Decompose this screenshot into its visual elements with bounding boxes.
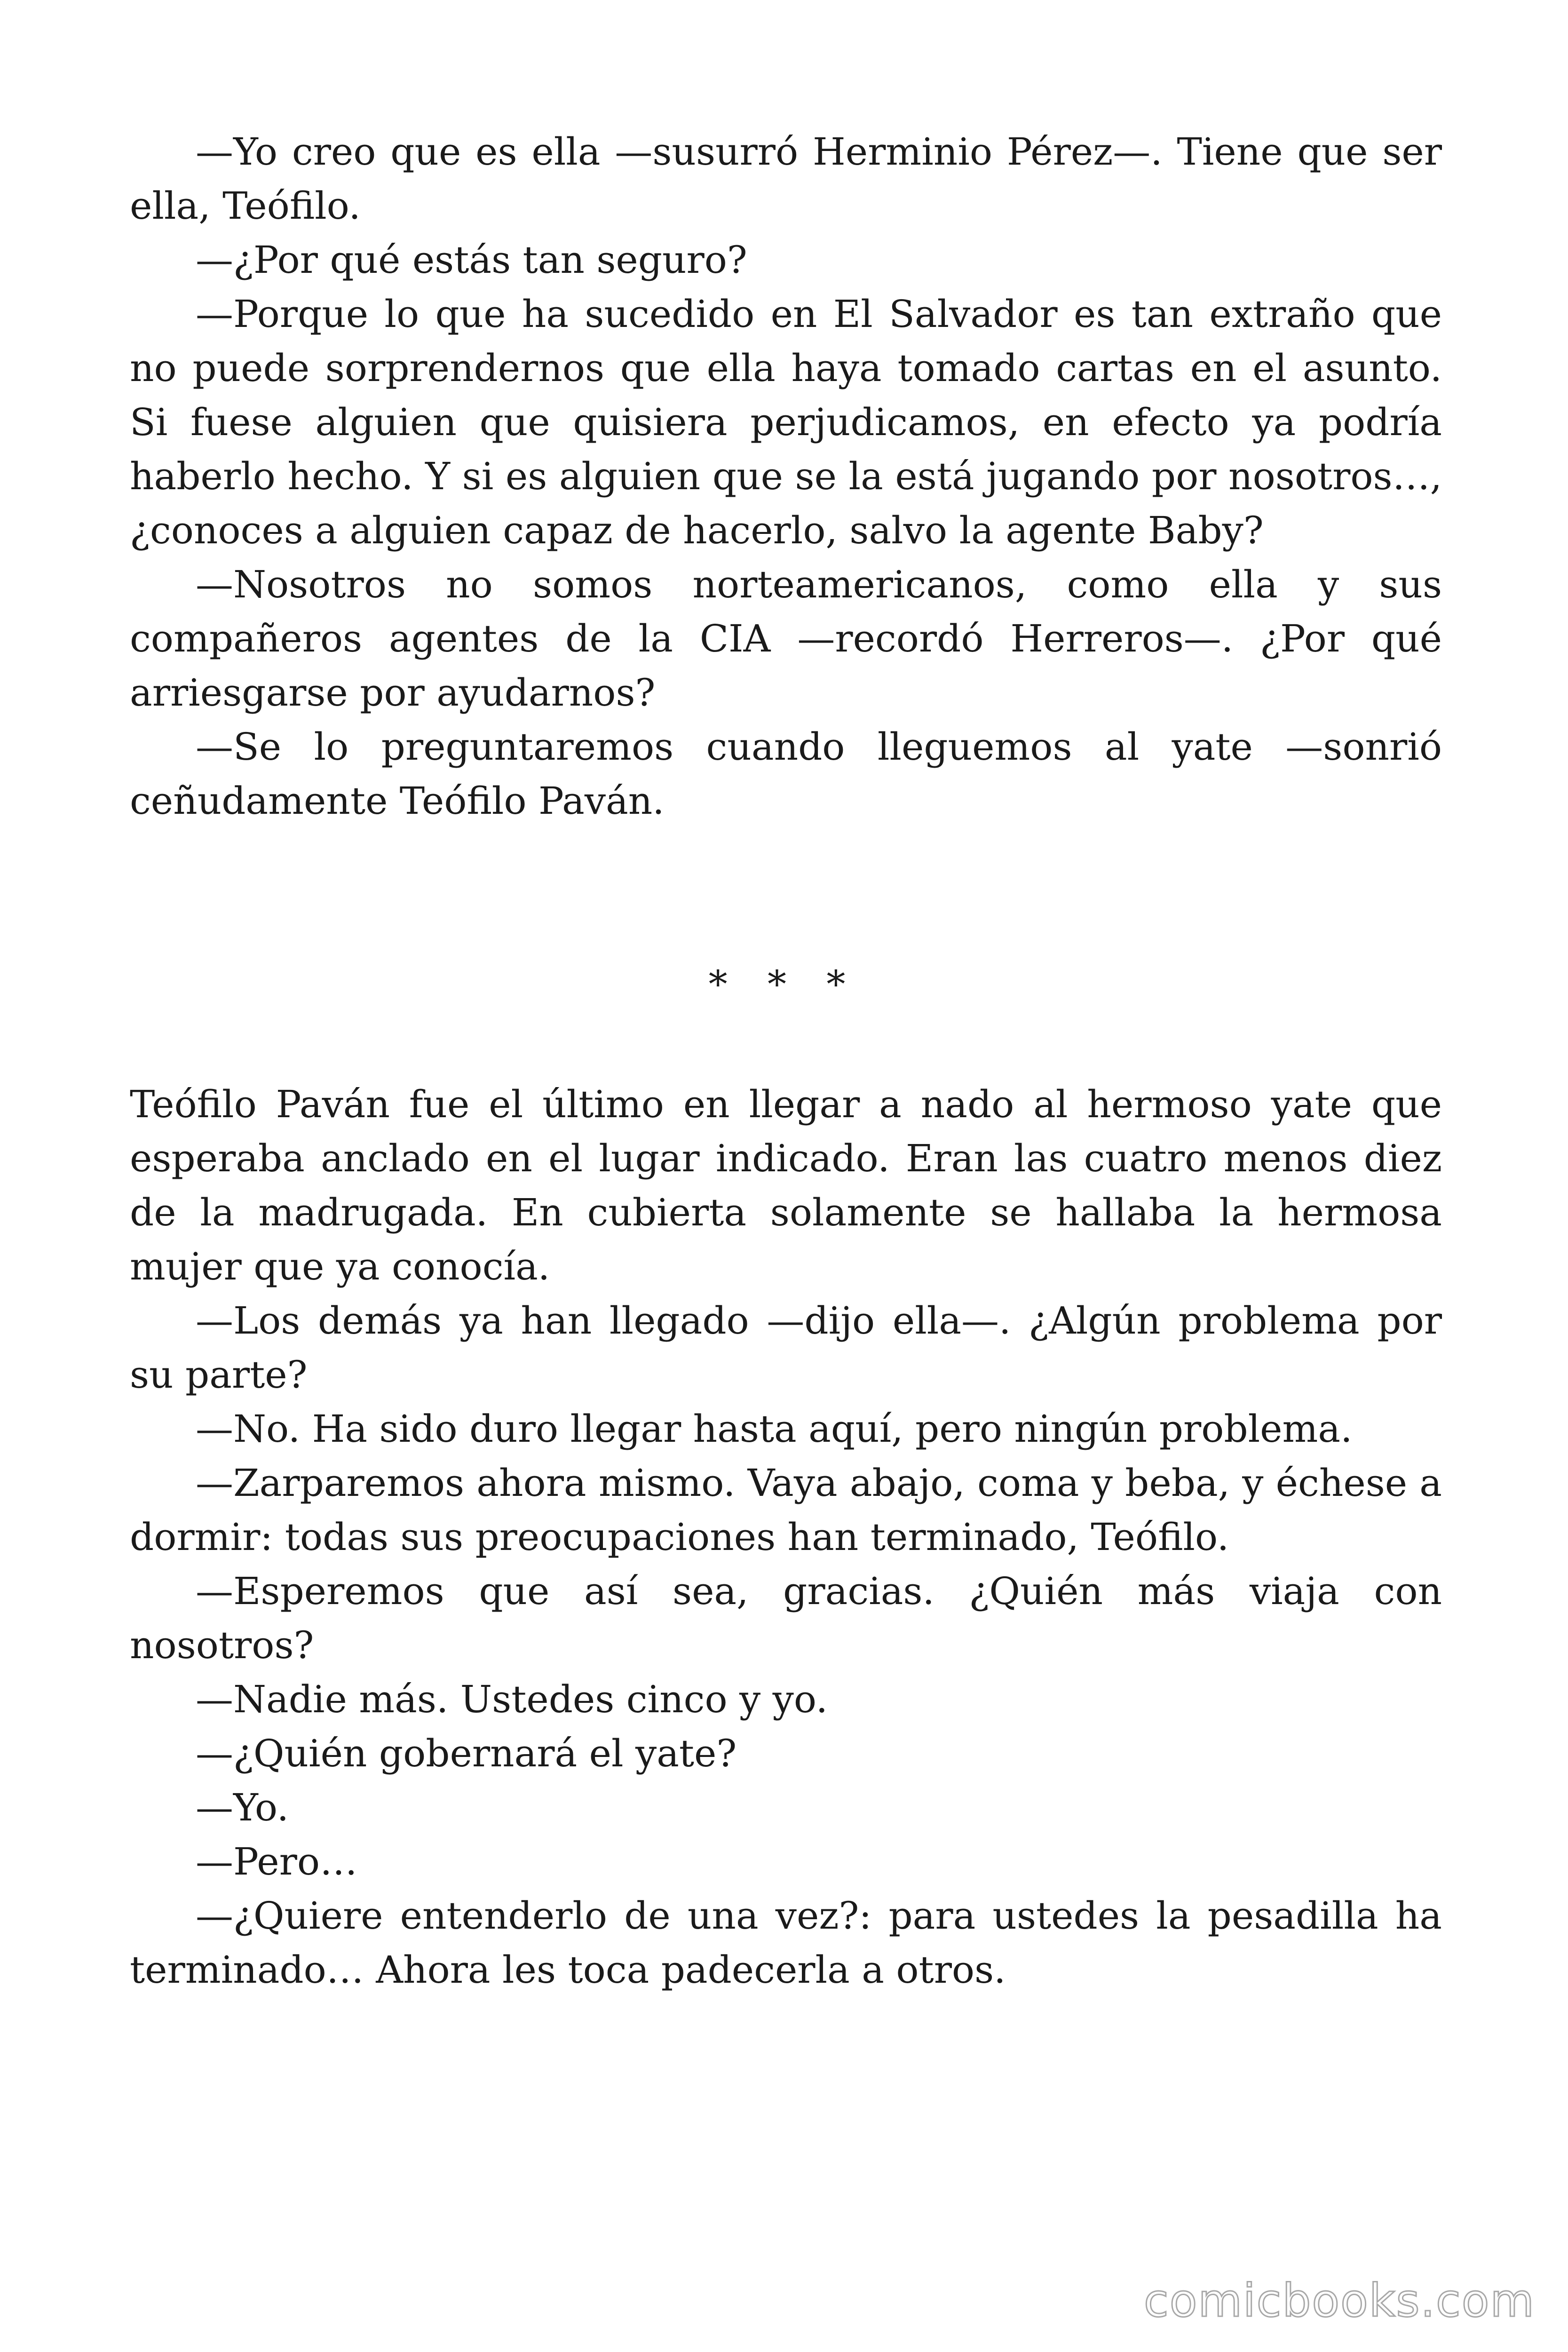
paragraph: —¿Quién gobernará el yate? [196,1732,737,1775]
paragraph: —Se lo preguntaremos cuando lleguemos al yate —sonrió ceñudamente Teófilo Paván. [130,725,1442,823]
paragraph: —Yo. [196,1786,289,1829]
scene-break-separator: * * * [708,962,860,1006]
dialogue-section-2 [130,1077,1442,1997]
dialogue-section-1 [130,125,1442,828]
paragraph: —Nadie más. Ustedes cinco y yo. [196,1677,828,1721]
paragraph: —Zarparemos ahora mismo. Vaya abajo, coma y beba, y échese a dormir: todas sus preocupaciones han terminado, Teófilo. [130,1461,1442,1559]
paragraph: —Yo creo que es ella —susurró Herminio Pérez—. Tiene que ser ella, Teófilo. [130,130,1442,228]
site-watermark: comicbooks.com [1143,2274,1535,2327]
paragraph: —¿Quiere entenderlo de una vez?: para ustedes la pesadilla ha terminado… Ahora les toca padecerla a otros. [130,1894,1442,1992]
paragraph: —Esperemos que así sea, gracias. ¿Quién más viaja con nosotros? [130,1569,1442,1667]
paragraph: —Nosotros no somos norteamericanos, como ella y sus compañeros agentes de la CIA —recordó Herreros—. ¿Por qué arriesgarse por ayudarnos? [130,563,1442,715]
paragraph: —Los demás ya han llegado —dijo ella—. ¿Algún problema por su parte? [130,1299,1442,1397]
opening-paragraph: Teófilo Paván fue el último en llegar a nado al hermoso yate que esperaba anclado en el lugar indicado. Eran las cuatro menos diez de la madrugada. En cubierta solamente se hallaba la hermosa mujer que ya conocía. [130,1082,1442,1288]
paragraph: —Pero… [196,1840,357,1883]
paragraph: —No. Ha sido duro llegar hasta aquí, pero ningún problema. [196,1407,1353,1451]
paragraph: —¿Por qué estás tan seguro? [196,238,747,282]
paragraph: —Porque lo que ha sucedido en El Salvador es tan extraño que no puede sorprendernos que ella haya tomado cartas en el asunto. Si fuese alguien que quisiera perjudicamos, en efecto ya podría haberlo hecho. Y si es alguien que se la está jugando por nosotros…, ¿conoces a alguien capaz de hacerlo, salvo la agente Baby? [130,292,1442,552]
